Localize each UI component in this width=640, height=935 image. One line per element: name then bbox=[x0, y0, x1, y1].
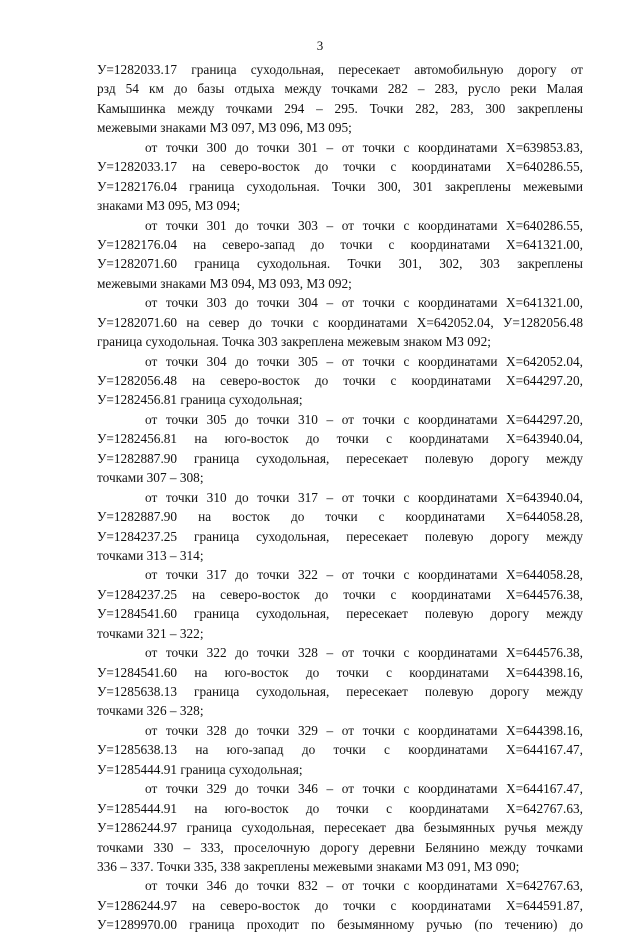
text-line: У=1284541.60 на юго-восток до точки с координатами Х=644398.16, bbox=[97, 664, 583, 680]
text-line: У=1286244.97 граница суходольная, пересекает два безымянных ручья между bbox=[97, 820, 583, 836]
text-line: У=1282071.60 граница суходольная. Точки 301, 302, 303 закреплены bbox=[97, 256, 583, 272]
text-line: 336 – 337. Точки 335, 338 закреплены межевыми знаками МЗ 091, МЗ 090; bbox=[97, 858, 520, 874]
text-line: Камышинка между точками 294 – 295. Точки 282, 283, 300 закреплены bbox=[97, 100, 583, 116]
text-line: от точки 322 до точки 328 – от точки с координатами Х=644576.38, bbox=[145, 645, 583, 661]
text-line: У=1285638.13 на юго-запад до точки с координатами Х=644167.47, bbox=[97, 742, 583, 758]
text-line: У=1282071.60 на север до точки с координатами Х=642052.04, У=1282056.48 bbox=[97, 314, 583, 330]
text-line: У=1289970.00 граница проходит по безымянному ручью (по течению) до bbox=[97, 917, 583, 933]
text-line: У=1284237.25 граница суходольная, пересекает полевую дорогу между bbox=[97, 528, 583, 544]
text-line: рзд 54 км до базы отдыха между точками 282 – 283, русло реки Малая bbox=[97, 81, 583, 97]
text-line: У=1284237.25 на северо-восток до точки с координатами Х=644576.38, bbox=[97, 586, 583, 602]
text-line: У=1285444.91 на юго-восток до точки с координатами Х=642767.63, bbox=[97, 800, 583, 816]
text-line: У=1282176.04 граница суходольная. Точки 300, 301 закреплены межевыми bbox=[97, 178, 583, 194]
text-line: У=1282456.81 на юго-восток до точки с координатами Х=643940.04, bbox=[97, 431, 583, 447]
text-line: У=1282176.04 на северо-запад до точки с координатами Х=641321.00, bbox=[97, 236, 583, 252]
text-line: точками 330 – 333, проселочную дорогу деревни Белянино между точками bbox=[97, 839, 583, 855]
text-line: У=1284541.60 граница суходольная, пересекает полевую дорогу между bbox=[97, 606, 583, 622]
text-line: точками 313 – 314; bbox=[97, 547, 204, 563]
text-line: знаками МЗ 095, МЗ 094; bbox=[97, 198, 241, 214]
text-line: У=1282887.90 на восток до точки с координатами Х=644058.28, bbox=[97, 509, 583, 525]
text-line: точками 321 – 322; bbox=[97, 625, 204, 641]
text-line: У=1282887.90 граница суходольная, пересекает полевую дорогу между bbox=[97, 450, 583, 466]
text-line: от точки 310 до точки 317 – от точки с координатами Х=643940.04, bbox=[145, 489, 583, 505]
text-line: межевыми знаками МЗ 097, МЗ 096, МЗ 095; bbox=[97, 120, 352, 136]
text-line: от точки 300 до точки 301 – от точки с координатами Х=639853.83, bbox=[145, 139, 583, 155]
text-line: граница суходольная. Точка 303 закреплена межевым знаком МЗ 092; bbox=[97, 334, 491, 350]
text-line: от точки 304 до точки 305 – от точки с координатами Х=642052.04, bbox=[145, 353, 583, 369]
text-line: межевыми знаками МЗ 094, МЗ 093, МЗ 092; bbox=[97, 275, 352, 291]
text-line: точками 307 – 308; bbox=[97, 470, 204, 486]
text-line: от точки 317 до точки 322 – от точки с координатами Х=644058.28, bbox=[145, 567, 583, 583]
text-line: от точки 305 до точки 310 – от точки с координатами Х=644297.20, bbox=[145, 411, 583, 427]
text-line: У=1286244.97 на северо-восток до точки с координатами Х=644591.87, bbox=[97, 897, 583, 913]
text-line: от точки 303 до точки 304 – от точки с координатами Х=641321.00, bbox=[145, 295, 583, 311]
text-line: точками 326 – 328; bbox=[97, 703, 204, 719]
text-line: У=1282033.17 на северо-восток до точки с координатами Х=640286.55, bbox=[97, 159, 583, 175]
text-line: У=1282456.81 граница суходольная; bbox=[97, 392, 303, 408]
page-number: 3 bbox=[316, 38, 324, 53]
document-body bbox=[97, 60, 583, 935]
text-line: У=1285638.13 граница суходольная, пересекает полевую дорогу между bbox=[97, 684, 583, 699]
text-line: от точки 346 до точки 832 – от точки с координатами Х=642767.63, bbox=[145, 878, 583, 894]
text-line: от точки 328 до точки 329 – от точки с координатами Х=644398.16, bbox=[145, 722, 583, 738]
text-line: У=1282033.17 граница суходольная, пересекает автомобильную дорогу от bbox=[97, 62, 583, 77]
text-line: У=1282056.48 на северо-восток до точки с координатами Х=644297.20, bbox=[97, 373, 583, 388]
text-line: от точки 301 до точки 303 – от точки с координатами Х=640286.55, bbox=[145, 217, 583, 233]
text-line: от точки 329 до точки 346 – от точки с координатами Х=644167.47, bbox=[145, 781, 583, 797]
text-line: У=1285444.91 граница суходольная; bbox=[97, 761, 303, 777]
